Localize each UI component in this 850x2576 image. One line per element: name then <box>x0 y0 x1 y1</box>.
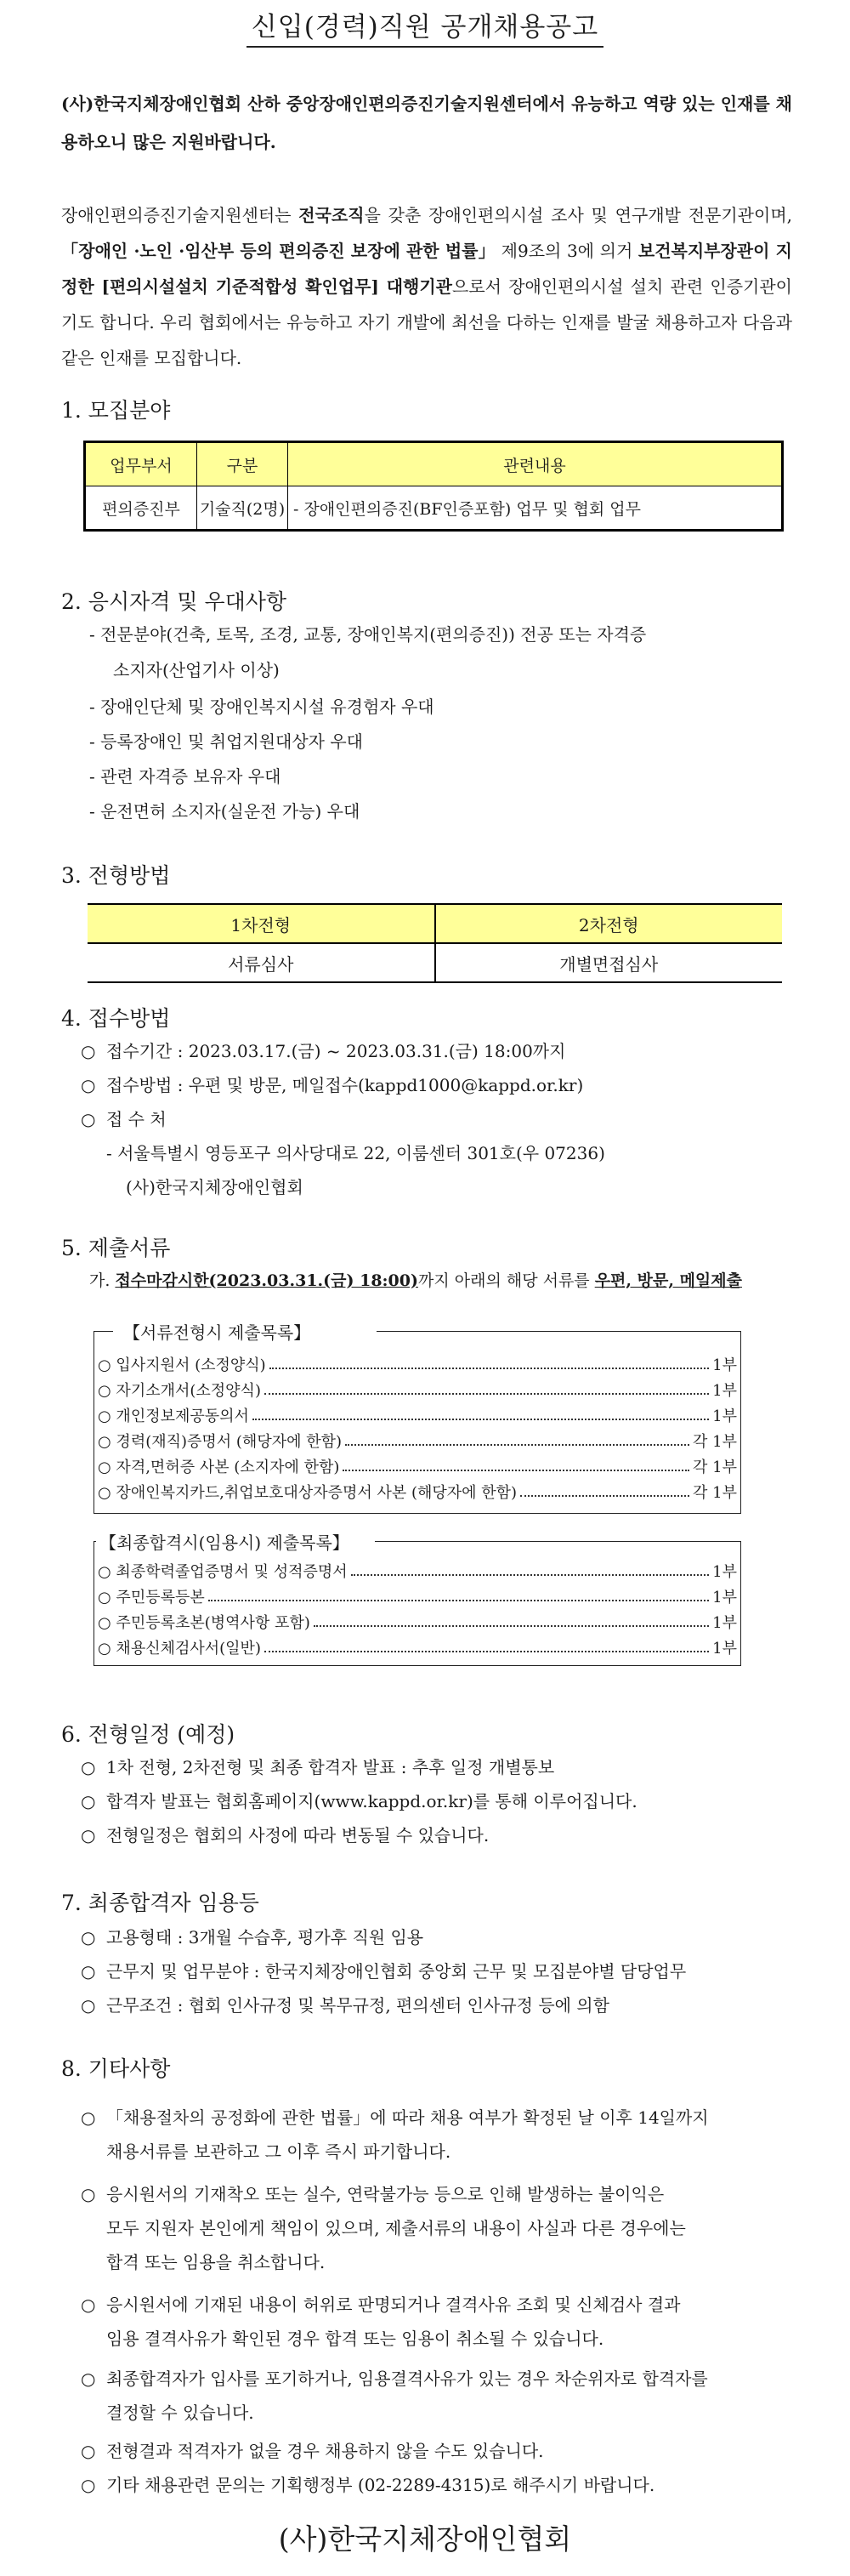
misc-item: ○ 최종합격자가 입사를 포기하거나, 임용결격사유가 있는 경우 차순위자로 합격자를 결정할 수 있습니다. <box>81 2368 708 2423</box>
final-pass-list <box>94 1533 741 1666</box>
document-list <box>94 1541 740 1658</box>
dot-leader <box>343 1470 689 1471</box>
document-quantity: 1부 <box>712 1407 737 1425</box>
document-item <box>94 1607 740 1633</box>
schedule-item: ○ 전형일정은 협회의 사정에 따라 변동될 수 있습니다. <box>81 1825 490 1845</box>
application-address: - 서울특별시 영등포구 의사당대로 22, 이룸센터 301호(우 07236) <box>106 1143 605 1163</box>
recruitment-field-table <box>85 442 782 530</box>
dot-leader <box>520 1495 689 1497</box>
schedule-item: ○ 1차 전형, 2차전형 및 최종 합격자 발표 : 추후 일정 개별통보 <box>81 1757 555 1777</box>
application-method: ○ 접수방법 : 우편 및 방문, 메일접수(kappd1000@kappd.or.kr) <box>81 1075 584 1095</box>
dot-leader <box>264 1393 709 1395</box>
section-5-heading: 5. 제출서류 <box>61 1236 171 1260</box>
selection-method-table <box>88 903 782 983</box>
table-header-cell: 1차전형 <box>88 904 435 943</box>
dot-leader <box>345 1444 689 1446</box>
document-item <box>94 1375 740 1401</box>
misc-item: ○ 기타 채용관련 문의는 기획행정부 (02-2289-4315)로 해주시기 바랍니다. <box>81 2475 655 2495</box>
qualification-item: - 운전면허 소지자(실운전 가능) 우대 <box>89 801 360 822</box>
table-cell: 편의증진부 <box>86 486 197 530</box>
employment-item: ○ 근무조건 : 협회 인사규정 및 복무규정, 편의센터 인사규정 등에 의함 <box>81 1995 609 2016</box>
description-paragraph: 장애인편의증진기술지원센터는 전국조직을 갖춘 장애인편의시설 조사 및 연구개발 전문기관이며, 「장애인 ·노인 ·임산부 등의 편의증진 보장에 관한 법률」 제9조의 3에 의거 보건복지부장관이 지정한 [편의시설설치 기준적합성 확인업무] 대행기관으로서 장애인편의시설 설치 관련 인증기관이기도 합니다. 우리 협회에서는 유능하고 자기 개발에 최선을 다하는 인재를 발굴 채용하고자 다음과 같은 인재를 모집합니다. <box>61 205 793 368</box>
misc-item: ○ 전형결과 적격자가 없을 경우 채용하지 않을 수도 있습니다. <box>81 2441 544 2461</box>
document-label: ○ 주민등록초본(병역사항 포함) <box>98 1614 310 1632</box>
qualification-item: - 등록장애인 및 취업지원대상자 우대 <box>89 731 363 752</box>
dot-leader <box>314 1625 709 1627</box>
document-label: ○ 자기소개서(소정양식) <box>98 1382 261 1400</box>
table-cell: 기술직(2명) <box>197 486 288 530</box>
misc-item: ○ 응시원서의 기재착오 또는 실수, 연락불가능 등으로 인해 발생하는 불이익은 모두 지원자 본인에게 책임이 있으며, 제출서류의 내용이 사실과 다른 경우에는 합격 또는 임용을 취소합니다. <box>81 2184 686 2272</box>
document-quantity: 1부 <box>712 1382 737 1400</box>
table-header-row <box>86 443 782 486</box>
document-label: ○ 최종학력졸업증명서 및 성적증명서 <box>98 1563 348 1581</box>
section-1-heading: 1. 모집분야 <box>61 398 171 423</box>
footer-organization: (사)한국지체장애인협회 <box>278 2522 572 2556</box>
dot-leader <box>351 1574 709 1576</box>
page-title: 신입(경력)직원 공개채용공고 <box>0 5 850 43</box>
document-label: ○ 경력(재직)증명서 (해당자에 한함) <box>98 1433 343 1451</box>
section-3-heading: 3. 전형방법 <box>61 863 171 888</box>
document-item <box>94 1633 740 1658</box>
document-screening-list <box>94 1322 741 1514</box>
document-item <box>94 1477 740 1503</box>
table-header-cell: 업무부서 <box>86 443 197 486</box>
document-label: ○ 채용신체검사서(일반) <box>98 1640 261 1658</box>
section-2-heading: 2. 응시자격 및 우대사항 <box>61 589 287 614</box>
document-label: ○ 장애인복지카드,취업보호대상자증명서 사본 (해당자에 한함) <box>98 1484 518 1502</box>
table-cell: - 장애인편의증진(BF인증포함) 업무 및 협회 업무 <box>288 486 782 530</box>
qualification-item: - 장애인단체 및 장애인복지시설 유경험자 우대 <box>89 697 434 717</box>
document-quantity: 각 1부 <box>693 1433 737 1451</box>
document-quantity: 1부 <box>712 1356 737 1374</box>
document-quantity: 1부 <box>712 1640 737 1658</box>
box-title: 【최종합격시(임용시) 제출목록】 <box>98 1529 356 1554</box>
document-item <box>94 1452 740 1477</box>
document-quantity: 1부 <box>712 1589 737 1606</box>
table-cell: 서류심사 <box>88 943 435 982</box>
section-4-heading: 4. 접수방법 <box>61 1006 171 1031</box>
table-row <box>86 486 782 530</box>
qualification-item: - 전문분야(건축, 토목, 조경, 교통, 장애인복지(편의증진)) 전공 또는 자격증 소지자(산업기사 이상) <box>89 624 647 680</box>
document-item <box>94 1582 740 1607</box>
table-cell: 개별면접심사 <box>435 943 783 982</box>
dot-leader <box>264 1651 709 1652</box>
submission-instruction: 가. 접수마감시한(2023.03.31.(금) 18:00)까지 아래의 해당 서류를 우편, 방문, 메일제출 <box>89 1271 742 1290</box>
dot-leader <box>252 1419 709 1420</box>
document-list <box>94 1331 740 1503</box>
dot-leader <box>208 1600 709 1601</box>
qualification-item: - 관련 자격증 보유자 우대 <box>89 766 281 787</box>
application-period: ○ 접수기간 : 2023.03.17.(금) ~ 2023.03.31.(금) 18:00까지 <box>81 1041 566 1061</box>
document-label: ○ 입사지원서 (소정양식) <box>98 1356 266 1374</box>
document-quantity: 각 1부 <box>693 1459 737 1476</box>
misc-item: ○ 응시원서에 기재된 내용이 허위로 판명되거나 결격사유 조회 및 신체검사 결과 임용 결격사유가 확인된 경우 합격 또는 임용이 취소될 수 있습니다. <box>81 2295 681 2349</box>
document-item <box>94 1401 740 1426</box>
section-6-heading: 6. 전형일정 (예정) <box>61 1722 235 1747</box>
box-title: 【서류전형시 제출목록】 <box>116 1319 317 1344</box>
section-7-heading: 7. 최종합격자 임용등 <box>61 1891 259 1915</box>
organization-name: (사)한국지체장애인협회 <box>126 1177 303 1197</box>
dot-leader <box>269 1368 709 1369</box>
employment-item: ○ 고용형태 : 3개월 수습후, 평가후 직원 임용 <box>81 1927 424 1948</box>
table-row <box>88 943 782 982</box>
document-item <box>94 1426 740 1452</box>
table-header-cell: 구분 <box>197 443 288 486</box>
document-quantity: 1부 <box>712 1563 737 1581</box>
document-item <box>94 1350 740 1375</box>
misc-item: ○ 「채용절차의 공정화에 관한 법률」에 따라 채용 여부가 확정된 날 이후 14일까지 채용서류를 보관하고 그 이후 즉시 파기합니다. <box>81 2107 709 2162</box>
schedule-item: ○ 합격자 발표는 협회홈페이지(www.kappd.or.kr)를 통해 이루어집니다. <box>81 1791 638 1811</box>
document-quantity: 1부 <box>712 1614 737 1632</box>
document-label: ○ 자격,면허증 사본 (소지자에 한함) <box>98 1459 340 1476</box>
table-header-row <box>88 904 782 943</box>
document-quantity: 각 1부 <box>693 1484 737 1502</box>
table-header-cell: 2차전형 <box>435 904 783 943</box>
application-place: ○ 접 수 처 <box>81 1109 167 1129</box>
section-8-heading: 8. 기타사항 <box>61 2056 171 2081</box>
intro-paragraph: (사)한국지체장애인협회 산하 중앙장애인편의증진기술지원센터에서 유능하고 역량 있는 인재를 채용하오니 많은 지원바랍니다. <box>61 94 792 152</box>
document-item <box>94 1556 740 1582</box>
employment-item: ○ 근무지 및 업무분야 : 한국지체장애인협회 중앙회 근무 및 모집분야별 담당업무 <box>81 1961 687 1982</box>
document-label: ○ 개인정보제공동의서 <box>98 1407 249 1425</box>
document-label: ○ 주민등록등본 <box>98 1589 205 1606</box>
table-header-cell: 관련내용 <box>288 443 782 486</box>
